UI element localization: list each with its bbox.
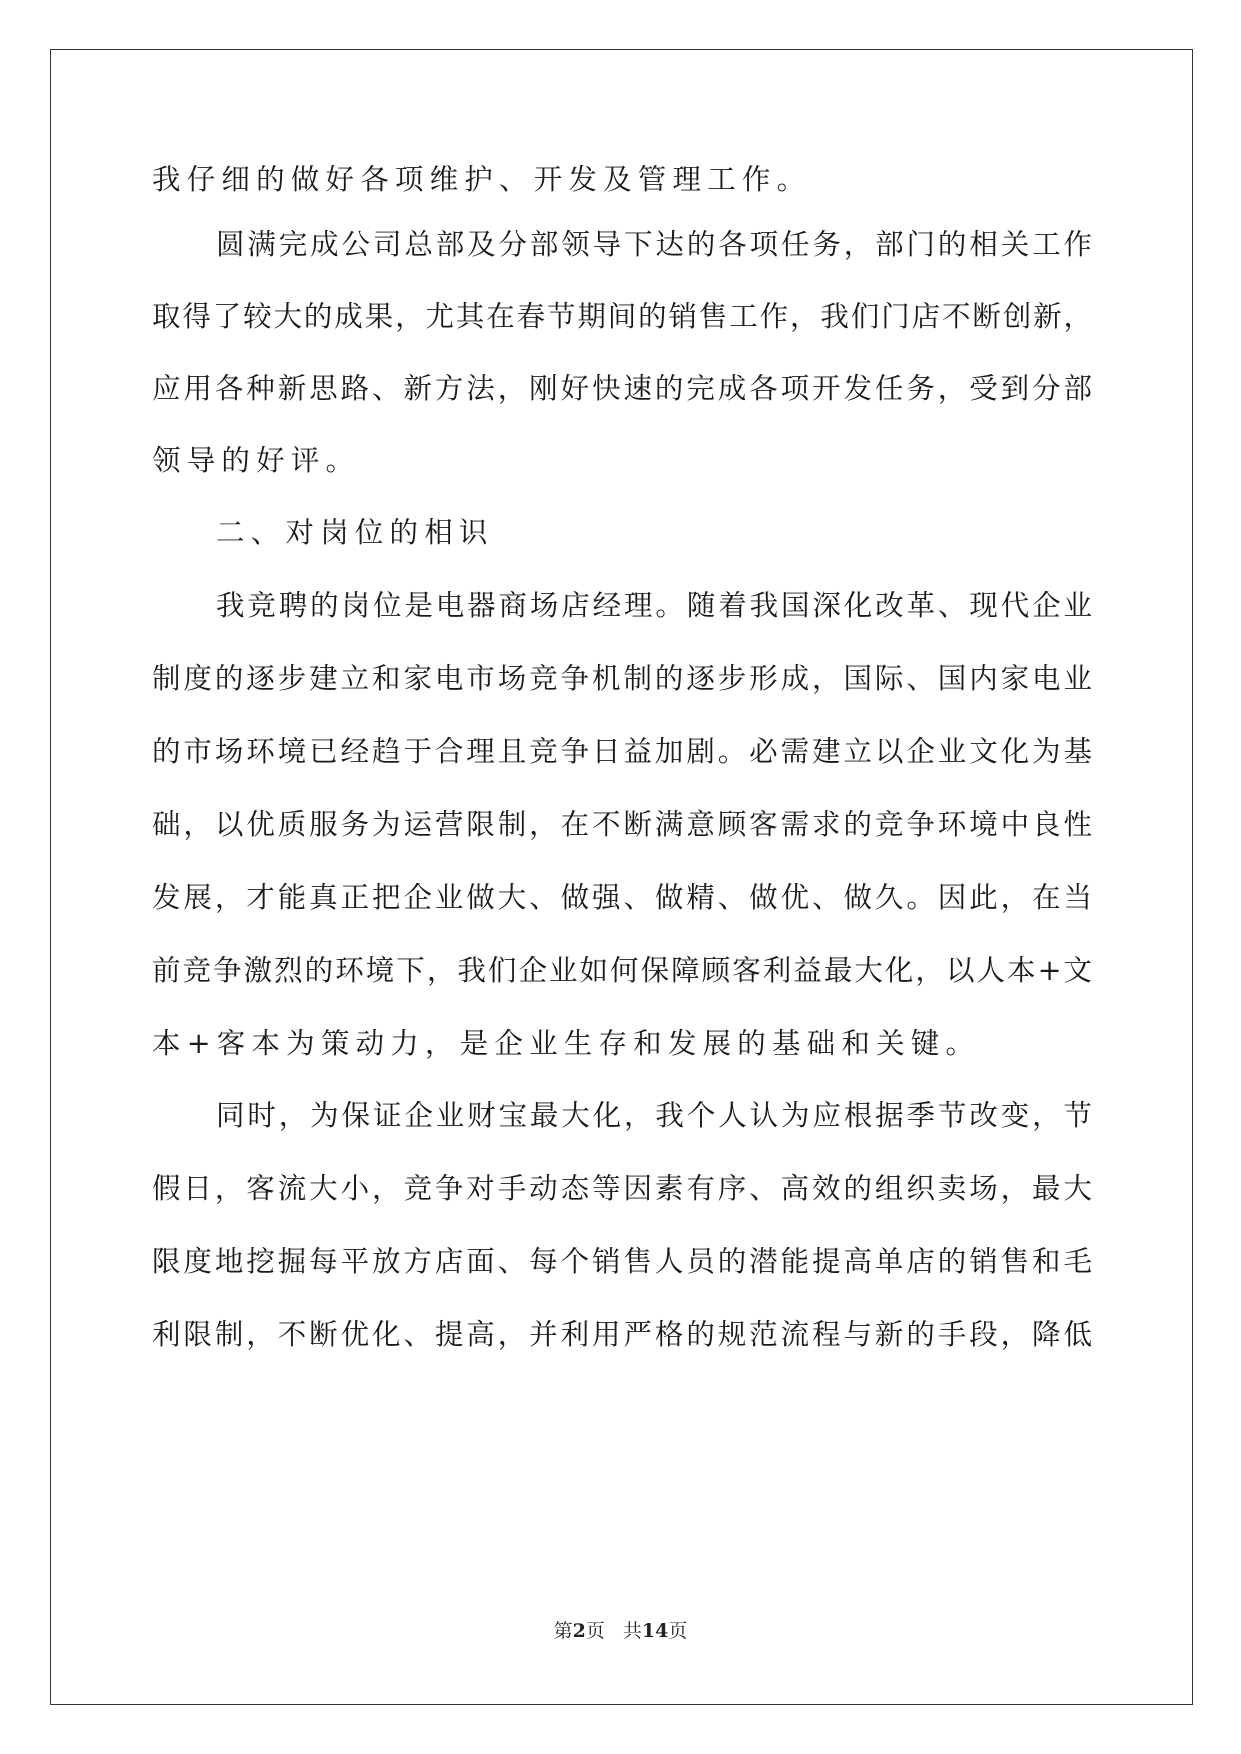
text-line: 圆满完成公司总部及分部领导下达的各项任务，部门的相关工作 xyxy=(216,228,1092,261)
text-line: 假日，客流大小，竞争对手动态等因素有序、高效的组织卖场，最大 xyxy=(152,1172,1092,1205)
text-line: 的市场环境已经趋于合理且竞争日益加剧。必需建立以企业文化为基 xyxy=(152,735,1092,768)
text-line: 前竞争激烈的环境下，我们企业如何保障顾客利益最大化，以人本+文 xyxy=(152,954,1092,987)
section-heading: 二、对岗位的相识 xyxy=(216,516,494,549)
text-line: 础，以优质服务为运营限制，在不断满意顾客需求的竞争环境中良性 xyxy=(152,808,1092,841)
total-prefix: 共 xyxy=(622,1620,642,1642)
page-total: 14 xyxy=(641,1620,669,1642)
page-unit: 页 xyxy=(585,1620,605,1642)
text-line: 发展，才能真正把企业做大、做强、做精、做优、做久。因此，在当 xyxy=(152,881,1092,914)
text-line: 同时，为保证企业财宝最大化，我个人认为应根据季节改变，节 xyxy=(216,1099,1092,1132)
text-line: 我仔细的做好各项维护、开发及管理工作。 xyxy=(152,163,812,196)
text-line: 利限制，不断优化、提高，并利用严格的规范流程与新的手段，降低 xyxy=(152,1318,1092,1351)
text-line: 本+客本为策动力，是企业生存和发展的基础和关键。 xyxy=(152,1027,981,1060)
text-line: 取得了较大的成果，尤其在春节期间的销售工作，我们门店不断创新， xyxy=(152,300,1092,333)
text-line: 制度的逐步建立和家电市场竞争机制的逐步形成，国际、国内家电业 xyxy=(152,662,1092,695)
page-prefix: 第 xyxy=(553,1620,573,1642)
text-line: 我竞聘的岗位是电器商场店经理。随着我国深化改革、现代企业 xyxy=(216,589,1092,622)
page-current: 2 xyxy=(572,1620,586,1642)
page-footer xyxy=(0,1618,1241,1644)
text-line: 限度地挖掘每平放方店面、每个销售人员的潜能提高单店的销售和毛 xyxy=(152,1245,1092,1278)
total-unit: 页 xyxy=(668,1620,688,1642)
text-line: 应用各种新思路、新方法，刚好快速的完成各项开发任务，受到分部 xyxy=(152,372,1092,405)
text-line: 领导的好评。 xyxy=(152,444,361,477)
